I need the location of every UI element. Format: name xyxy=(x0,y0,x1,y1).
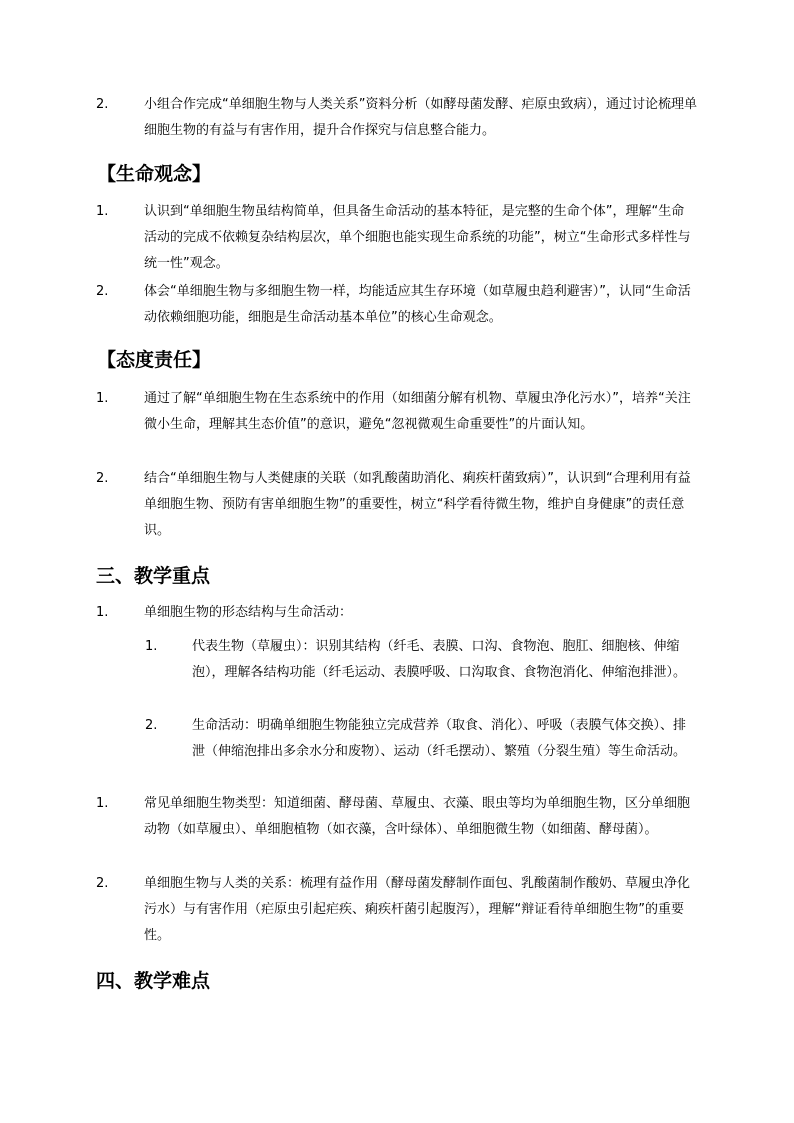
subsection-heading-life-view: 【生命观念】 xyxy=(97,163,212,185)
list-number: 1. xyxy=(96,796,109,811)
list-number: 1. xyxy=(96,605,109,620)
list-text: 结合“单细胞生物与人类健康的关联（如乳酸菌助消化、痢疾杆菌致病）”，认识到“合理利用有益单细胞生物、预防有害单细胞生物”的重要性，树立“科学看待微生物，维护自身健康”的责任意识。 xyxy=(144,471,691,538)
list-text: 单细胞生物的形态结构与生命活动： xyxy=(144,605,353,620)
list-text: 通过了解“单细胞生物在生态系统中的作用（如细菌分解有机物、草履虫净化污水）”，培养“关注微小生命，理解其生态价值”的意识，避免“忽视微观生命重要性”的片面认知。 xyxy=(144,391,691,432)
list-number: 2. xyxy=(145,718,158,733)
list-number: 1. xyxy=(96,391,109,406)
list-number: 2. xyxy=(96,97,109,112)
list-number: 2. xyxy=(96,284,109,299)
list-text: 认识到“单细胞生物虽结构简单，但具备生命活动的基本特征，是完整的生命个体”，理解“生命活动的完成不依赖复杂结构层次，单个细胞也能实现生命系统的功能”，树立“生命形式多样性与统一性”观念。 xyxy=(144,204,691,271)
subsection-heading-attitude: 【态度责任】 xyxy=(97,349,212,371)
list-text: 代表生物（草履虫）：识别其结构（纤毛、表膜、口沟、食物泡、胞肛、细胞核、伸缩泡），理解各结构功能（纤毛运动、表膜呼吸、口沟取食、食物泡消化、伸缩泡排泄）。 xyxy=(192,639,687,680)
list-text: 单细胞生物与人类的关系：梳理有益作用（酵母菌发酵制作面包、乳酸菌制作酸奶、草履虫净化污水）与有害作用（疟原虫引起疟疾、痢疾杆菌引起腹泻），理解“辩证看待单细胞生物”的重要性。 xyxy=(144,876,691,943)
list-number: 1. xyxy=(96,204,109,219)
list-text: 小组合作完成“单细胞生物与人类关系”资料分析（如酵母菌发酵、疟原虫致病），通过讨论梳理单细胞生物的有益与有害作用，提升合作探究与信息整合能力。 xyxy=(144,97,697,138)
list-text: 生命活动：明确单细胞生物能独立完成营养（取食、消化）、呼吸（表膜气体交换）、排泄（伸缩泡排出多余水分和废物）、运动（纤毛摆动）、繁殖（分裂生殖）等生命活动。 xyxy=(192,718,687,759)
list-text: 体会“单细胞生物与多细胞生物一样，均能适应其生存环境（如草履虫趋利避害）”，认同“生命活动依赖细胞功能，细胞是生命活动基本单位”的核心生命观念。 xyxy=(144,284,691,325)
section-heading-key-points: 三、教学重点 xyxy=(96,565,211,587)
list-number: 1. xyxy=(145,639,158,654)
section-heading-difficulties: 四、教学难点 xyxy=(96,970,211,992)
list-number: 2. xyxy=(96,471,109,486)
list-text: 常见单细胞生物类型：知道细菌、酵母菌、草履虫、衣藻、眼虫等均为单细胞生物，区分单细胞动物（如草履虫）、单细胞植物（如衣藻，含叶绿体）、单细胞微生物（如细菌、酵母菌）。 xyxy=(144,796,691,837)
list-number: 2. xyxy=(96,876,109,891)
